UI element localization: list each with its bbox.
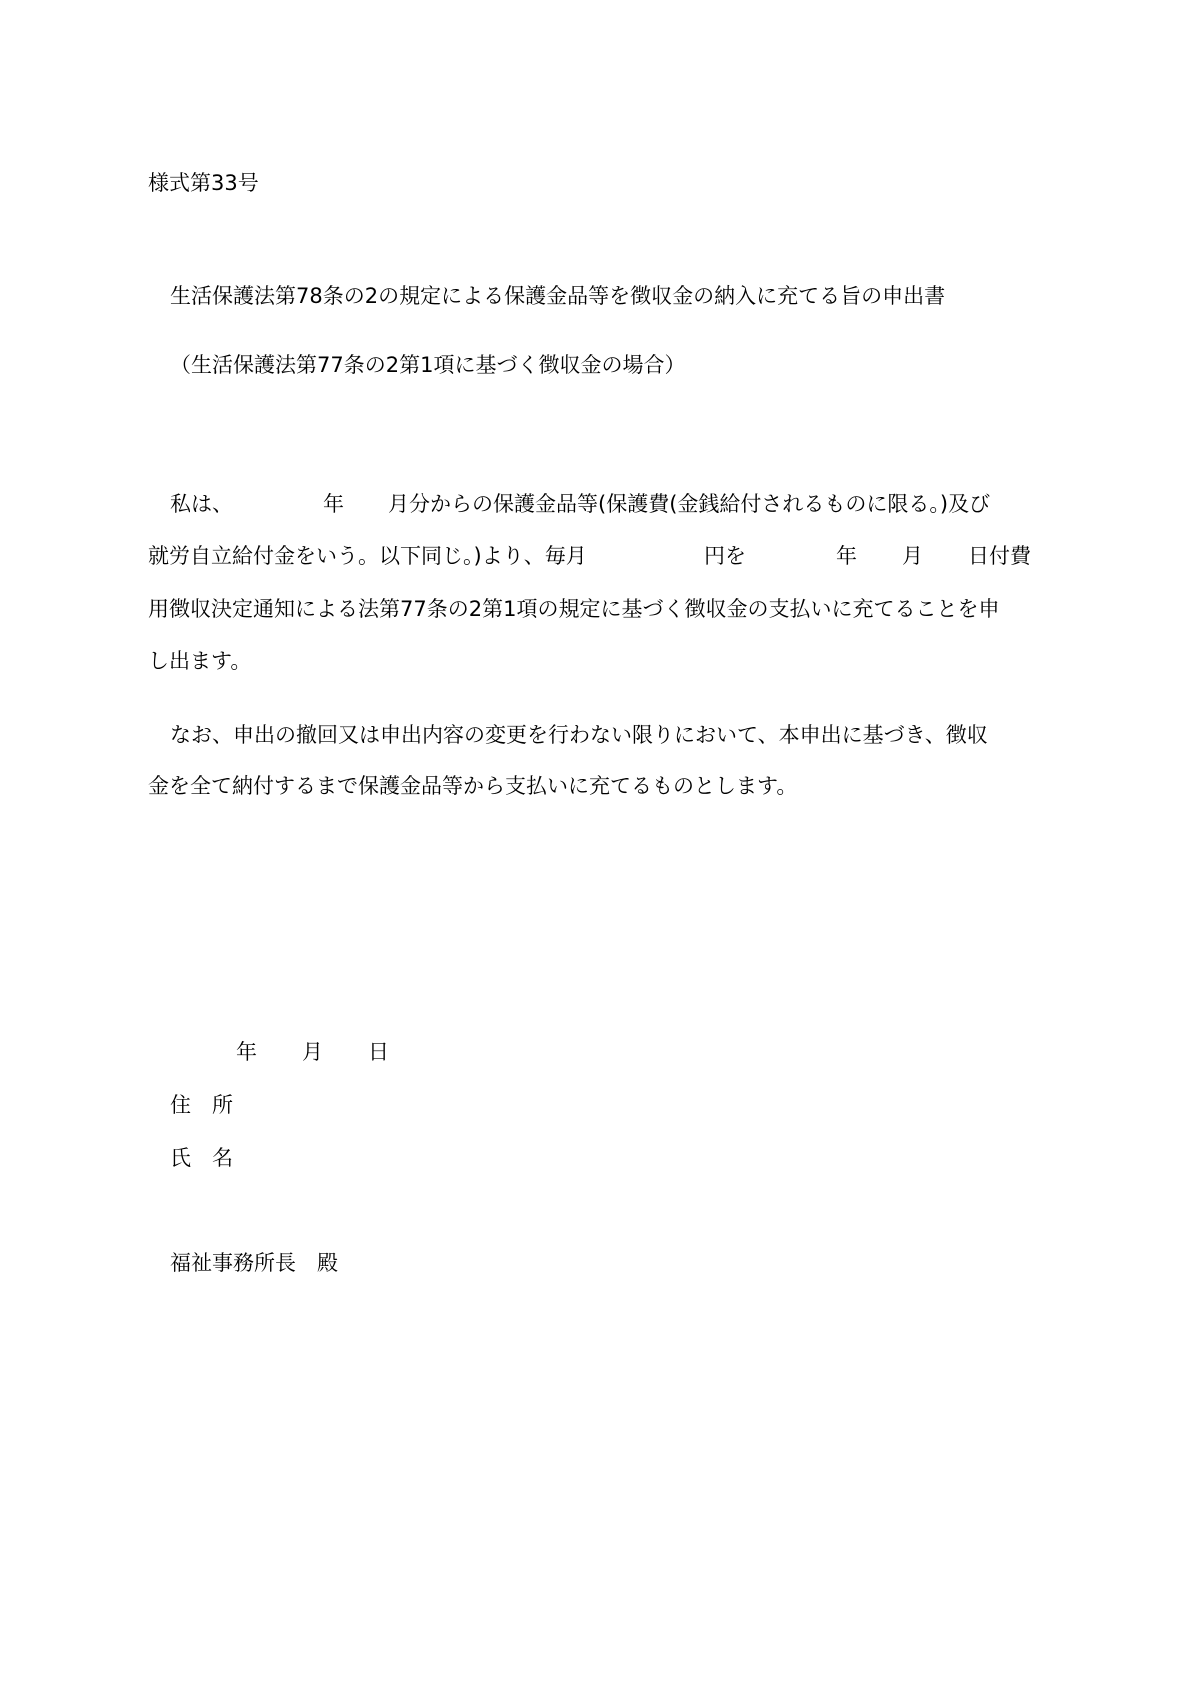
paragraph1-line2-day-unit: 日付費 (968, 544, 1031, 568)
paragraph1-line2-yen-unit: 円を (704, 544, 746, 568)
paragraph2-line2: 金を全て納付するまで保護金品等から支払いに充てるものとします。 (148, 774, 798, 798)
date-day-unit: 日 (368, 1040, 389, 1064)
addressee: 福祉事務所長 殿 (170, 1251, 338, 1275)
paragraph1-line1 (0, 489, 1181, 519)
paragraph1-line2-year-unit: 年 (836, 544, 857, 568)
date-line (0, 1037, 1181, 1067)
paragraph1-line3: 用徴収決定通知による法第77条の2第1項の規定に基づく徴収金の支払いに充てることを申 (148, 597, 1000, 621)
paragraph1-line1-part1: 私は、 (170, 492, 233, 516)
date-year-unit: 年 (236, 1040, 257, 1064)
document-subtitle: （生活保護法第77条の2第1項に基づく徴収金の場合） (170, 353, 686, 377)
paragraph1-line2-month-unit: 月 (902, 544, 923, 568)
paragraph1-line1-year-unit: 年 (323, 492, 344, 516)
paragraph1-line2 (0, 541, 1181, 571)
paragraph1-line4: し出ます。 (148, 649, 252, 673)
paragraph1-line1-part3: 月分からの保護金品等(保護費(金銭給付されるものに限る。)及び (388, 492, 991, 516)
name-label: 氏 名 (170, 1146, 233, 1170)
paragraph1-line2-part1: 就労自立給付金をいう。以下同じ。)より、毎月 (148, 544, 587, 568)
date-month-unit: 月 (302, 1040, 323, 1064)
paragraph2-line1: なお、申出の撤回又は申出内容の変更を行わない限りにおいて、本申出に基づき、徴収 (170, 723, 988, 747)
form-number: 様式第33号 (148, 171, 259, 195)
document-title: 生活保護法第78条の2の規定による保護金品等を徴収金の納入に充てる旨の申出書 (170, 284, 946, 308)
address-label: 住 所 (170, 1093, 233, 1117)
